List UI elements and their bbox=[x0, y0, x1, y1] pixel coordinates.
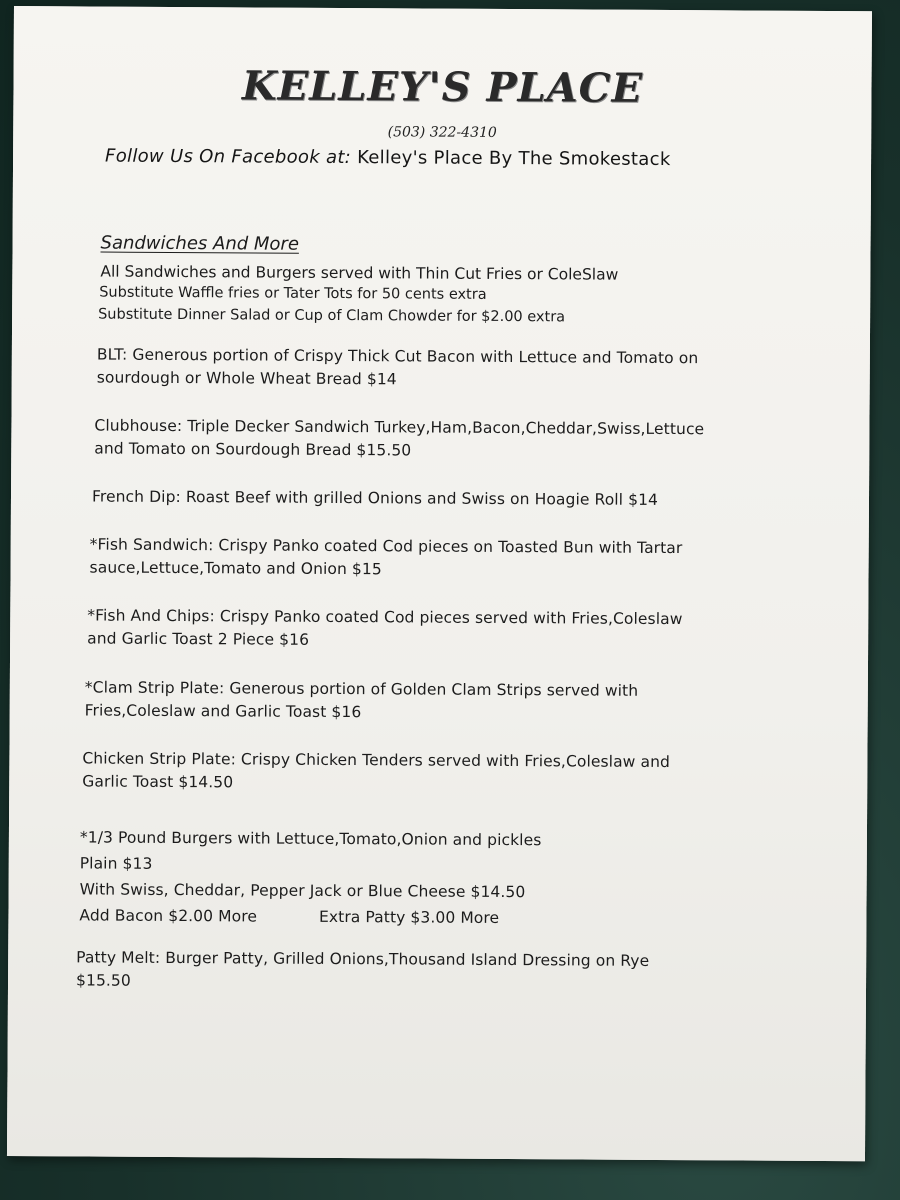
item-line bbox=[79, 902, 541, 931]
phone-number: (503) 322-4310 bbox=[387, 124, 497, 141]
item-line: and Tomato on Sourdough Bread $15.50 bbox=[94, 439, 412, 460]
menu-item-clubhouse bbox=[94, 414, 704, 464]
menu-item-fish-and-chips bbox=[87, 604, 683, 654]
item-line: With Swiss, Cheddar, Pepper Jack or Blue Cheese $14.50 bbox=[79, 880, 526, 902]
menu-item-chicken-strip-plate bbox=[82, 747, 670, 797]
menu-item-burgers bbox=[79, 824, 541, 931]
substitute-fries-note: Substitute Waffle fries or Tater Tots for 50 cents extra bbox=[99, 284, 487, 303]
restaurant-title: KELLEY'S PLACE bbox=[241, 62, 644, 112]
menu-item-french-dip bbox=[92, 485, 658, 511]
item-line: sauce,Lettuce,Tomato and Onion $15 bbox=[89, 558, 382, 579]
menu-item-clam-strip-plate bbox=[85, 676, 639, 725]
item-line: Garlic Toast $14.50 bbox=[82, 772, 234, 792]
item-line: French Dip: Roast Beef with grilled Onions and Swiss on Hoagie Roll $14 bbox=[91, 487, 659, 509]
facebook-line bbox=[105, 146, 671, 170]
add-bacon-option: Add Bacon $2.00 More bbox=[79, 906, 258, 926]
item-line: *1/3 Pound Burgers with Lettuce,Tomato,Onion and pickles bbox=[79, 828, 542, 850]
item-line: *Clam Strip Plate: Generous portion of Golden Clam Strips served with bbox=[84, 678, 639, 700]
item-line: Patty Melt: Burger Patty, Grilled Onions,Thousand Island Dressing on Rye bbox=[76, 948, 650, 970]
section-title: Sandwiches And More bbox=[100, 232, 300, 255]
item-line: *Fish And Chips: Crispy Panko coated Cod pieces served with Fries,Coleslaw bbox=[87, 606, 683, 629]
extra-patty-option: Extra Patty $3.00 More bbox=[318, 907, 500, 927]
item-line: Chicken Strip Plate: Crispy Chicken Tenders served with Fries,Coleslaw and bbox=[82, 749, 671, 772]
menu-page bbox=[7, 6, 872, 1161]
item-line: Plain $13 bbox=[79, 854, 153, 873]
facebook-name: Kelley's Place By The Smokestack bbox=[357, 147, 671, 171]
item-line: BLT: Generous portion of Crispy Thick Cut Bacon with Lettuce and Tomato on bbox=[96, 345, 699, 368]
menu-item-patty-melt bbox=[76, 946, 649, 995]
sides-note: All Sandwiches and Burgers served with Thin Cut Fries or ColeSlaw bbox=[100, 262, 619, 284]
item-line: *Fish Sandwich: Crispy Panko coated Cod pieces on Toasted Bun with Tartar bbox=[89, 535, 683, 558]
substitute-salad-note: Substitute Dinner Salad or Cup of Clam Chowder for $2.00 extra bbox=[98, 306, 566, 326]
item-line: and Garlic Toast 2 Piece $16 bbox=[87, 629, 310, 649]
menu-item-fish-sandwich bbox=[89, 533, 682, 583]
item-line: sourdough or Whole Wheat Bread $14 bbox=[96, 368, 397, 389]
item-line: Fries,Coleslaw and Garlic Toast $16 bbox=[84, 701, 362, 722]
item-line: Clubhouse: Triple Decker Sandwich Turkey,Ham,Bacon,Cheddar,Swiss,Lettuce bbox=[94, 416, 705, 439]
item-line: $15.50 bbox=[75, 971, 131, 990]
facebook-prefix: Follow Us On Facebook at: bbox=[105, 145, 352, 169]
menu-item-blt bbox=[97, 344, 699, 394]
